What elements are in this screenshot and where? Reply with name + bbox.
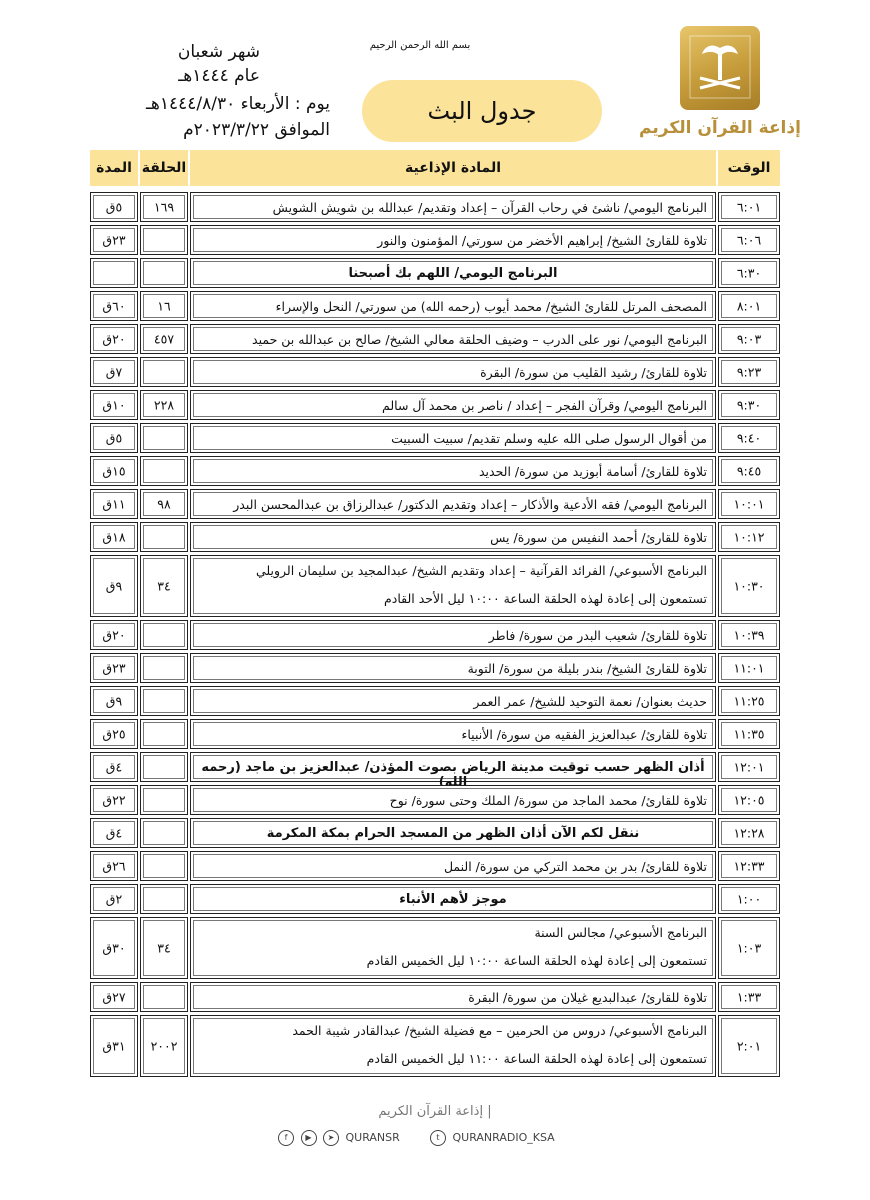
cell-time-text: ١١:٢٥	[733, 693, 765, 709]
cell-material	[190, 489, 716, 519]
cell-duration	[90, 851, 138, 881]
cell-duration-text: ٢٢ق	[102, 792, 126, 808]
table-row	[90, 456, 780, 486]
cell-material	[190, 686, 716, 716]
cell-material	[190, 456, 716, 486]
cell-time	[718, 258, 780, 288]
cell-material-text: موجز لأهم الأنباء	[399, 892, 507, 907]
table-row	[90, 982, 780, 1012]
cell-material	[190, 653, 716, 683]
table-row	[90, 192, 780, 222]
cell-duration-text: ٥ق	[105, 430, 123, 446]
cell-time	[718, 291, 780, 321]
cell-duration-text: ٢٠ق	[102, 331, 126, 347]
table-row	[90, 785, 780, 815]
cell-time	[718, 785, 780, 815]
table-row	[90, 653, 780, 683]
cell-time	[718, 982, 780, 1012]
cell-duration	[90, 456, 138, 486]
cell-episode-text: ٩٨	[157, 496, 171, 512]
cell-duration-text: ١٠ق	[102, 397, 126, 413]
column-time: الوقت	[718, 150, 780, 186]
cell-time-text: ١٠:٣٩	[733, 627, 765, 643]
handle-right: QURANRADIO_KSA	[452, 1131, 555, 1144]
cell-duration	[90, 917, 138, 979]
cell-duration-text: ٢٥ق	[102, 726, 126, 742]
cell-duration	[90, 818, 138, 848]
cell-material	[190, 357, 716, 387]
cell-time	[718, 752, 780, 782]
table-row	[90, 555, 780, 617]
cell-material-text: تلاوة للقارئ/ شعيب البدر من سورة/ فاطر	[488, 628, 707, 643]
cell-material-note: تستمعون إلى إعادة لهذه الحلقة الساعة ١١:٠٠ ليل الخميس القادم	[366, 1051, 707, 1066]
cell-episode	[140, 752, 188, 782]
cell-episode	[140, 982, 188, 1012]
cell-time-text: ٩:٠٣	[736, 331, 762, 347]
table-row	[90, 291, 780, 321]
cell-duration-text: ٦٠ق	[102, 298, 126, 314]
cell-episode	[140, 851, 188, 881]
cell-time	[718, 686, 780, 716]
cell-material	[190, 522, 716, 552]
cell-material	[190, 1015, 716, 1077]
cell-episode	[140, 324, 188, 354]
cell-material-text: تلاوة للقارئ الشيخ/ بندر بليلة من سورة/ التوبة	[467, 661, 707, 676]
cell-material	[190, 851, 716, 881]
palm-swords-logo-icon	[680, 26, 760, 110]
cell-material	[190, 258, 716, 288]
cell-duration-text: ١٨ق	[102, 529, 126, 545]
cell-duration	[90, 324, 138, 354]
cell-duration-text: ٩ق	[105, 693, 123, 709]
table-row	[90, 884, 780, 914]
cell-duration	[90, 982, 138, 1012]
cell-duration-text: ٢٧ق	[102, 989, 126, 1005]
cell-time-text: ٢:٠١	[736, 1038, 762, 1054]
cell-time	[718, 423, 780, 453]
cell-episode-text: ٢٢٨	[153, 397, 175, 413]
cell-episode	[140, 620, 188, 650]
cell-time	[718, 456, 780, 486]
cell-time	[718, 390, 780, 420]
cell-duration	[90, 653, 138, 683]
table-row	[90, 851, 780, 881]
cell-episode	[140, 357, 188, 387]
cell-time	[718, 489, 780, 519]
cell-time-text: ١٠:١٢	[733, 529, 765, 545]
footer-station-name: | إذاعة القرآن الكريم	[378, 1104, 492, 1119]
cell-duration-text: ١١ق	[102, 496, 126, 512]
table-row	[90, 258, 780, 288]
cell-episode-text: ٣٤	[157, 940, 171, 956]
cell-episode	[140, 192, 188, 222]
cell-material-text: أذان الظهر حسب توقيت مدينة الرياض بصوت المؤذن/ عبدالعزيز بن ماجد (رحمه الله)	[201, 760, 705, 790]
cell-material-text: تلاوة للقارئ/ رشيد القليب من سورة/ البقرة	[480, 365, 707, 380]
cell-duration-text: ٣٠ق	[102, 940, 126, 956]
cell-material	[190, 785, 716, 815]
cell-duration-text: ٢٠ق	[102, 627, 126, 643]
cell-episode-text: ٤٥٧	[153, 331, 175, 347]
cell-time	[718, 522, 780, 552]
cell-time-text: ٩:٤٠	[736, 430, 762, 446]
cell-episode	[140, 917, 188, 979]
cell-time-text: ٦:٠٦	[736, 232, 762, 248]
cell-time-text: ٩:٤٥	[736, 463, 762, 479]
cell-episode	[140, 489, 188, 519]
table-row	[90, 423, 780, 453]
cell-material-text: تلاوة للقارئ/ عبدالبديع غيلان من سورة/ البقرة	[468, 990, 707, 1005]
cell-duration	[90, 686, 138, 716]
station-logo-text: إذاعة القرآن الكريم	[639, 118, 801, 138]
cell-time-text: ١:٣٣	[736, 989, 762, 1005]
cell-duration	[90, 884, 138, 914]
cell-time-text: ٩:٢٣	[736, 364, 762, 380]
page-footer	[0, 1100, 870, 1160]
cell-material	[190, 390, 716, 420]
cell-material-text: تلاوة للقارئ/ بدر بن محمد التركي من سورة/ النمل	[443, 859, 707, 874]
table-row	[90, 489, 780, 519]
month-label: شهر شعبان	[177, 42, 260, 62]
cell-episode-text: ١٦	[157, 298, 171, 314]
cell-material-text: حديث بعنوان/ نعمة التوحيد للشيخ/ عمر العمر	[473, 694, 707, 709]
basmala: بسم الله الرحمن الرحيم	[369, 40, 471, 51]
cell-time	[718, 653, 780, 683]
social-left	[278, 1130, 400, 1146]
cell-material	[190, 818, 716, 848]
cell-episode	[140, 818, 188, 848]
cell-material-text: البرنامج الأسبوعي/ مجالس السنة	[534, 925, 707, 940]
cell-time	[718, 620, 780, 650]
cell-material	[190, 917, 716, 979]
social-right	[430, 1130, 555, 1146]
cell-episode-text: ٣٤	[157, 578, 171, 594]
cell-duration	[90, 291, 138, 321]
cell-material	[190, 225, 716, 255]
cell-duration	[90, 489, 138, 519]
cell-time-text: ١١:٣٥	[733, 726, 765, 742]
cell-episode-text: ١٦٩	[153, 199, 175, 215]
cell-material-text: تلاوة للقارئ/ أحمد النفيس من سورة/ يس	[490, 530, 707, 545]
table-row	[90, 917, 780, 979]
cell-material	[190, 884, 716, 914]
cell-episode	[140, 686, 188, 716]
cell-time-text: ١٠:٣٠	[733, 578, 765, 594]
cell-time	[718, 851, 780, 881]
cell-material	[190, 719, 716, 749]
cell-material	[190, 752, 716, 790]
column-material: المادة الإذاعية	[190, 150, 716, 186]
cell-time	[718, 917, 780, 979]
cell-duration	[90, 390, 138, 420]
cell-duration-text: ٤ق	[105, 825, 123, 841]
cell-episode	[140, 522, 188, 552]
table-row	[90, 390, 780, 420]
cell-material-text: البرنامج اليومي/ فقه الأدعية والأذكار – إعداد وتقديم الدكتور/ عبدالرزاق بن عبدالمحسن البدر	[233, 497, 707, 512]
cell-duration-text: ٢ق	[105, 891, 123, 907]
cell-time	[718, 225, 780, 255]
cell-duration-text: ١٥ق	[102, 463, 126, 479]
cell-episode	[140, 555, 188, 617]
cell-episode	[140, 390, 188, 420]
cell-episode	[140, 258, 188, 288]
cell-material	[190, 324, 716, 354]
table-row	[90, 357, 780, 387]
cell-duration	[90, 785, 138, 815]
cell-episode	[140, 423, 188, 453]
cell-duration-text: ٢٣ق	[102, 232, 126, 248]
table-row	[90, 686, 780, 716]
facebook-icon: f	[278, 1130, 294, 1146]
cell-time-text: ١٢:٣٣	[733, 858, 765, 874]
cell-material-text: البرنامج اليومي/ اللهم بك أصبحنا	[348, 266, 558, 281]
table-row	[90, 225, 780, 255]
cell-time	[718, 1015, 780, 1077]
cell-duration	[90, 225, 138, 255]
cell-duration	[90, 522, 138, 552]
table-row	[90, 522, 780, 552]
cell-material-text: البرنامج الأسبوعي/ الفرائد القرآنية – إعداد وتقديم الشيخ/ عبدالمجيد بن سليمان الرويلي	[255, 563, 707, 578]
cell-material	[190, 982, 716, 1012]
cell-duration	[90, 357, 138, 387]
cell-duration	[90, 620, 138, 650]
twitter-icon: t	[430, 1130, 446, 1146]
cell-material-text: المصحف المرتل للقارئ الشيخ/ محمد أيوب (رحمه الله) من سورتي/ النحل والإسراء	[275, 299, 707, 314]
cell-duration	[90, 192, 138, 222]
cell-material	[190, 555, 716, 617]
cell-episode	[140, 456, 188, 486]
cell-material-text: البرنامج الأسبوعي/ دروس من الحرمين – مع فضيلة الشيخ/ عبدالقادر شيبة الحمد	[292, 1023, 707, 1038]
cell-episode	[140, 1015, 188, 1077]
table-row	[90, 1015, 780, 1077]
cell-time-text: ٩:٣٠	[736, 397, 762, 413]
cell-duration	[90, 719, 138, 749]
table-header	[90, 150, 780, 186]
column-episode: الحلقة	[140, 150, 188, 186]
cell-time	[718, 324, 780, 354]
cell-duration-text: ٧ق	[105, 364, 123, 380]
cell-time-text: ٦:٠١	[736, 199, 762, 215]
youtube-icon: ▶	[301, 1130, 317, 1146]
cell-time-text: ١٢:٢٨	[733, 825, 765, 841]
cell-material-text: البرنامج اليومي/ وقرآن الفجر – إعداد / ناصر بن محمد آل سالم	[382, 398, 707, 413]
cell-material-text: تلاوة للقارئ/ عبدالعزيز الفقيه من سورة/ الأنبياء	[461, 727, 707, 742]
cell-material	[190, 423, 716, 453]
cell-episode	[140, 653, 188, 683]
cell-material-note: تستمعون إلى إعادة لهذه الحلقة الساعة ١٠:٠٠ ليل الخميس القادم	[366, 953, 707, 968]
cell-time	[718, 818, 780, 848]
cell-duration	[90, 1015, 138, 1077]
cell-material	[190, 291, 716, 321]
table-row	[90, 818, 780, 848]
telegram-icon: ➤	[323, 1130, 339, 1146]
date-label: الموافق ٢٠٢٣/٣/٢٢م	[183, 120, 330, 140]
cell-duration	[90, 555, 138, 617]
cell-time-text: ١٢:٠١	[733, 759, 765, 775]
cell-material-text: تلاوة للقارئ/ محمد الماجد من سورة/ الملك وحتى سورة/ نوح	[389, 793, 707, 808]
cell-duration-text: ٩ق	[105, 578, 123, 594]
cell-duration-text: ٤ق	[105, 759, 123, 775]
cell-episode	[140, 785, 188, 815]
cell-time-text: ٦:٣٠	[736, 265, 762, 281]
cell-material	[190, 192, 716, 222]
table-row	[90, 620, 780, 650]
cell-duration-text: ٥ق	[105, 199, 123, 215]
cell-episode	[140, 291, 188, 321]
table-row	[90, 719, 780, 749]
cell-time	[718, 884, 780, 914]
cell-duration-text: ٣١ق	[102, 1038, 126, 1054]
cell-time	[718, 192, 780, 222]
cell-time-text: ١٢:٠٥	[733, 792, 765, 808]
cell-material-text: البرنامج اليومي/ نور على الدرب – وضيف الحلقة معالي الشيخ/ صالح بن عبدالله بن حميد	[252, 332, 707, 347]
year-label: عام ١٤٤٤هـ	[178, 66, 260, 86]
table-row	[90, 324, 780, 354]
cell-material-text: ننقل لكم الآن أذان الظهر من المسجد الحرام بمكة المكرمة	[266, 826, 640, 841]
cell-material-text: من أقوال الرسول صلى الله عليه وسلم تقديم/ سبيت السبيت	[391, 431, 707, 446]
cell-episode-text: ٢٠٠٢	[150, 1038, 178, 1054]
cell-time	[718, 555, 780, 617]
cell-material-text: تلاوة للقارئ الشيخ/ إبراهيم الأخضر من سورتي/ المؤمنون والنور	[377, 233, 707, 248]
cell-time-text: ١:٠٣	[736, 940, 762, 956]
cell-material-text: البرنامج اليومي/ ناشئ في رحاب القرآن – إعداد وتقديم/ عبدالله بن شويش الشويش	[272, 200, 707, 215]
cell-material	[190, 620, 716, 650]
cell-episode	[140, 225, 188, 255]
cell-duration	[90, 752, 138, 782]
handle-left: QURANSR	[345, 1131, 400, 1144]
column-duration: المدة	[90, 150, 138, 186]
cell-duration-text: ٢٦ق	[102, 858, 126, 874]
cell-episode	[140, 719, 188, 749]
cell-time-text: ١:٠٠	[736, 891, 762, 907]
cell-duration	[90, 258, 138, 288]
cell-duration-text: ٢٣ق	[102, 660, 126, 676]
cell-episode	[140, 884, 188, 914]
day-label: يوم : الأربعاء ١٤٤٤/٨/٣٠هـ	[145, 94, 330, 114]
page-header	[0, 0, 870, 140]
cell-time	[718, 357, 780, 387]
table-row	[90, 752, 780, 790]
cell-duration	[90, 423, 138, 453]
page-title: جدول البث	[362, 80, 602, 142]
cell-material-text: تلاوة للقارئ/ أسامة أبوزيد من سورة/ الحديد	[478, 464, 707, 479]
cell-time-text: ١٠:٠١	[733, 496, 765, 512]
cell-material-note: تستمعون إلى إعادة لهذه الحلقة الساعة ١٠:٠٠ ليل الأحد القادم	[384, 591, 707, 606]
cell-time	[718, 719, 780, 749]
cell-time-text: ١١:٠١	[733, 660, 765, 676]
cell-time-text: ٨:٠١	[736, 298, 762, 314]
